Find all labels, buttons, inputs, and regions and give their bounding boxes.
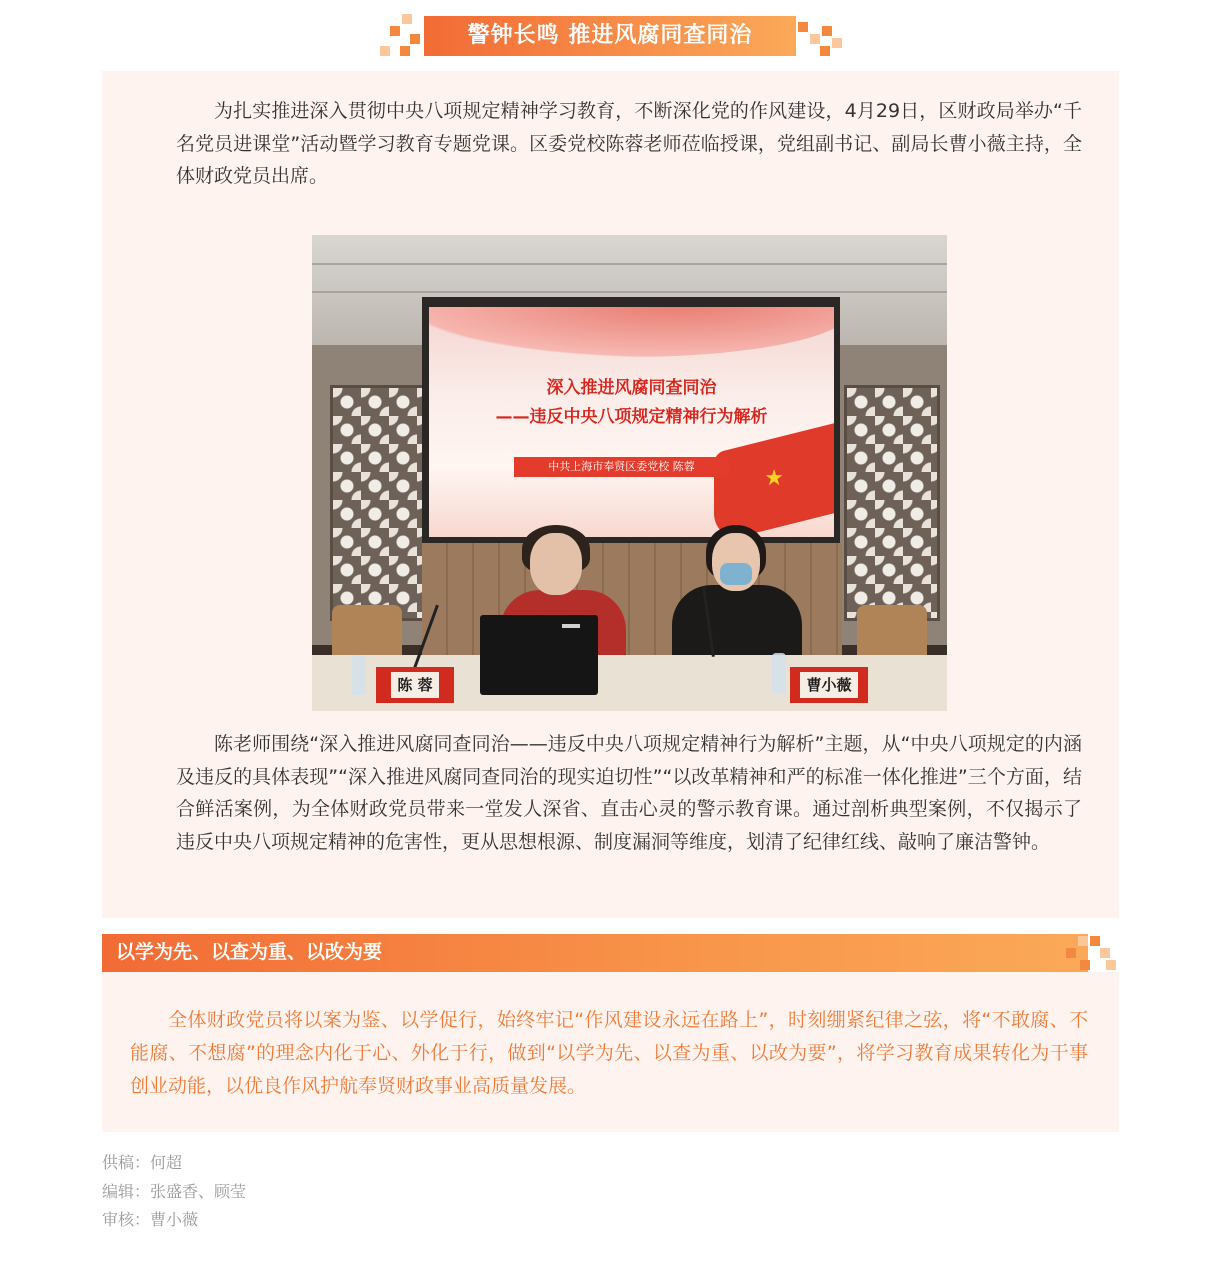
pixel-decoration <box>820 46 830 56</box>
section2-header-bar <box>102 934 1088 972</box>
screen-title: 深入推进风腐同查同治 <box>546 378 717 398</box>
water-bottle <box>352 655 366 695</box>
credits <box>102 1149 246 1235</box>
pixel-decoration <box>1090 936 1100 946</box>
section2-title: 以学为先、以查为重、以改为要 <box>116 941 383 963</box>
section2-panel <box>102 972 1119 1132</box>
title-banner <box>380 14 840 58</box>
name-card-left <box>376 667 454 703</box>
credit-reviewer: 审核：曹小薇 <box>102 1210 199 1229</box>
lattice-panel-right <box>844 385 940 621</box>
photo-ceiling-line <box>312 263 947 265</box>
lecture-paragraph: 陈老师围绕“深入推进风腐同查同治——违反中央八项规定精神行为解析”主题，从“中央八项规定的内涵及违反的具体表现”“深入推进风腐同查同治的现实迫切性”“以改革精神和严的标准一体化推进”三个方面，结合鲜活案例，为全体财政党员带来一堂发人深省、直击心灵的警示教育课。通过剖析典型案例，不仅揭示了违反中央八项规定精神的危害性，更从思想根源、制度漏洞等维度，划清了纪律红线、敲响了廉洁警钟。 <box>176 733 1082 853</box>
pixel-decoration <box>402 14 412 24</box>
conclusion-paragraph: 全体财政党员将以案为鉴、以学促行，始终牢记“作风建设永远在路上”，时刻绷紧纪律之弦，将“不敢腐、不能腐、不想腐”的理念内化于心、外化于行，做到“以学为先、以查为重、以改为要”，将学习教育成果转化为干事创业动能，以优良作风护航奉贤财政事业高质量发展。 <box>130 1009 1088 1097</box>
pixel-decoration <box>400 46 410 56</box>
projector-screen <box>429 307 834 537</box>
pixel-decoration <box>1066 948 1076 958</box>
section1-panel <box>102 71 1119 918</box>
name-card-text: 曹小薇 <box>800 672 857 698</box>
water-bottle <box>772 653 786 693</box>
lattice-panel-left <box>330 385 426 621</box>
face-mask <box>720 563 752 585</box>
screen-speaker-band: 中共上海市奉贤区委党校 陈蓉 <box>514 457 729 477</box>
screen-glow <box>429 307 834 357</box>
page-title: 警钟长鸣 推进风腐同查同治 <box>424 16 796 56</box>
laptop <box>480 615 598 695</box>
star-icon: ★ <box>764 466 784 491</box>
pixel-decoration <box>822 26 832 36</box>
pixel-decoration <box>832 38 842 48</box>
pixel-decoration <box>390 26 400 36</box>
pixel-decoration <box>1080 960 1090 970</box>
speaker-left-head <box>530 533 582 595</box>
name-card-right <box>790 667 868 703</box>
intro-paragraph: 为扎实推进深入贯彻中央八项规定精神学习教育，不断深化党的作风建设，4月29日，区财政局举办“千名党员进课堂”活动暨学习教育专题党课。区委党校陈蓉老师莅临授课，党组副书记、副局长曹小薇主持，全体财政党员出席。 <box>176 100 1082 187</box>
laptop-logo <box>562 624 580 628</box>
credit-editor: 编辑：张盛香、顾莹 <box>102 1181 247 1201</box>
name-card-text: 陈 蓉 <box>391 672 438 698</box>
event-photo <box>312 235 947 711</box>
pixel-decoration <box>380 46 390 56</box>
screen-subtitle: ——违反中央八项规定精神行为解析 <box>495 407 768 427</box>
pixel-decoration <box>1106 960 1116 970</box>
pixel-decoration <box>1078 936 1088 946</box>
credit-contributor: 供稿：何超 <box>102 1153 183 1172</box>
photo-ceiling-line <box>312 291 947 293</box>
pixel-decoration <box>410 34 420 44</box>
pixel-decoration <box>798 22 808 32</box>
pixel-decoration <box>810 34 820 44</box>
pixel-decoration <box>1100 948 1110 958</box>
